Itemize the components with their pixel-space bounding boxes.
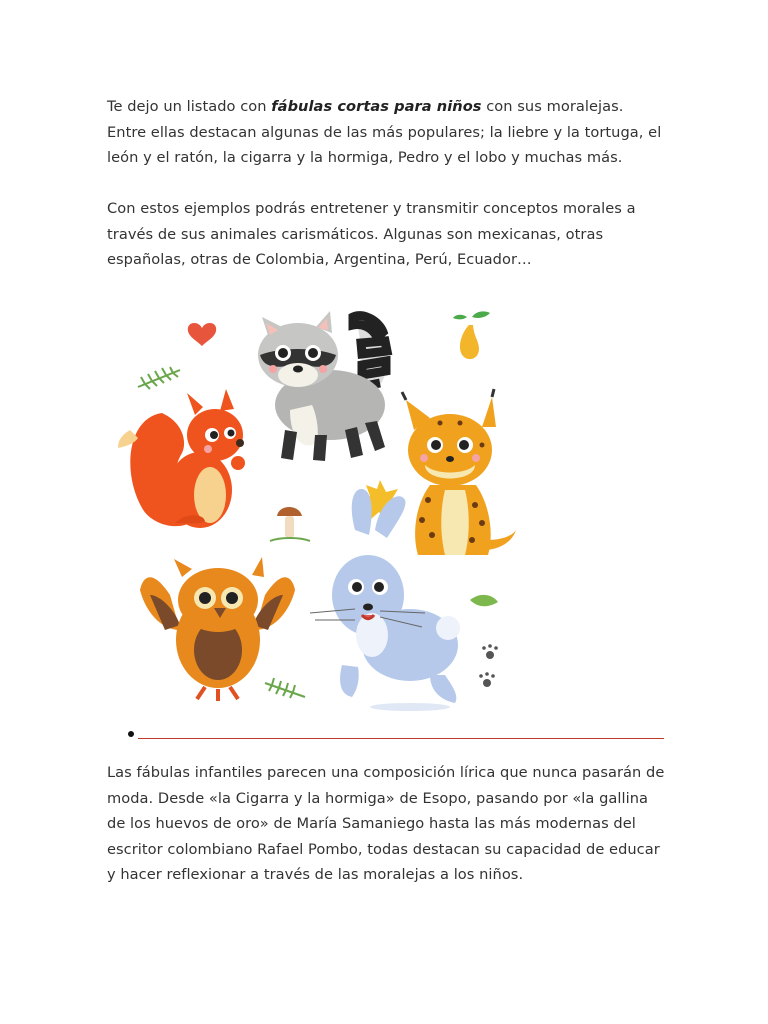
heart-icon <box>188 323 216 346</box>
second-paragraph: Con estos ejemplos podrás entretener y transmitir conceptos morales a través de sus animales carismáticos. Algunas son mexicanas, otras españolas, otras de Colombia, Argentina, Perú, Ecuador… <box>107 200 636 268</box>
intro-highlight: fábulas cortas para niños <box>271 98 482 115</box>
list-bullet <box>128 731 134 737</box>
intro-paragraph <box>107 94 667 171</box>
squirrel <box>118 389 245 528</box>
divider-line <box>138 738 664 739</box>
pear-icon <box>453 311 490 359</box>
raccoon <box>258 311 388 461</box>
animals-illustration <box>110 295 530 720</box>
mushroom-icon <box>270 507 310 541</box>
intro-text-start: Te dejo un listado con <box>107 98 272 115</box>
owl <box>140 557 295 701</box>
paw-print-icon <box>479 644 498 687</box>
fern-icon-bottom <box>265 678 305 698</box>
lynx <box>402 389 516 555</box>
third-paragraph: Las fábulas infantiles parecen una composición lírica que nunca pasarán de moda. Desde «la Cigarra y la hormiga» de Esopo, pasando por «la gallina de los huevos de oro» de María Samaniego hasta las más modernas del escritor colombiano Rafael Pombo, todas destacan su capacidad de educar y hacer reflexionar a través de las moralejas a los niños. <box>107 764 665 883</box>
intro-text-end: con sus moralejas. Entre ellas destacan algunas de las más populares; la liebre y la tortuga, el león y el ratón, la cigarra y la hormiga, Pedro y el lobo y muchas más. <box>107 98 662 166</box>
leaf-icon <box>470 595 498 606</box>
fern-icon-left <box>138 367 180 389</box>
